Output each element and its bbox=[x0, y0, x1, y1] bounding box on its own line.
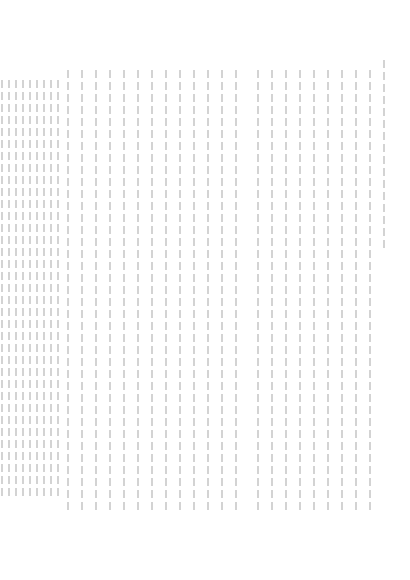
note-column bbox=[36, 80, 38, 500]
text-column bbox=[299, 70, 301, 510]
text-column bbox=[207, 70, 209, 510]
text-column bbox=[355, 70, 357, 510]
note-column bbox=[43, 80, 45, 500]
note-column bbox=[22, 80, 24, 500]
text-column bbox=[271, 70, 273, 510]
text-column bbox=[179, 70, 181, 510]
text-column bbox=[341, 70, 343, 510]
note-column bbox=[8, 80, 10, 500]
note-column bbox=[29, 80, 31, 500]
note-column bbox=[15, 80, 17, 500]
section-heading bbox=[383, 60, 385, 250]
text-column bbox=[151, 70, 153, 510]
text-column bbox=[369, 70, 371, 510]
text-column bbox=[81, 70, 83, 510]
text-column bbox=[109, 70, 111, 510]
text-column bbox=[137, 70, 139, 510]
text-column bbox=[313, 70, 315, 510]
note-column bbox=[1, 80, 3, 500]
text-column bbox=[285, 70, 287, 510]
note-column bbox=[57, 80, 59, 500]
text-column bbox=[327, 70, 329, 510]
text-column bbox=[95, 70, 97, 510]
text-column bbox=[193, 70, 195, 510]
note-column bbox=[50, 80, 52, 500]
text-column bbox=[67, 70, 69, 510]
text-column bbox=[257, 70, 259, 510]
text-column bbox=[221, 70, 223, 510]
text-column bbox=[235, 70, 237, 510]
text-column bbox=[165, 70, 167, 510]
text-column bbox=[123, 70, 125, 510]
